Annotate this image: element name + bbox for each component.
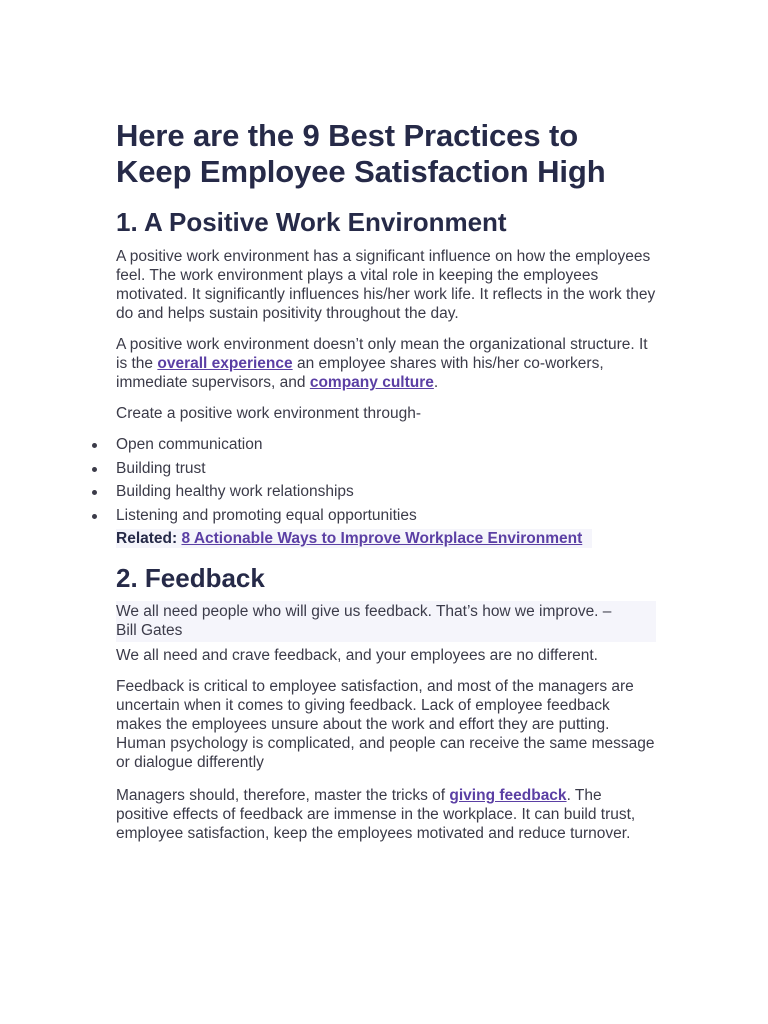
paragraph-work-environment-meaning — [116, 335, 656, 392]
company-culture-link[interactable]: company culture — [309, 374, 434, 391]
list-item — [116, 482, 656, 501]
list-item — [116, 435, 656, 454]
paragraph-crave-feedback: We all need and crave feedback, and your employees are no different. — [116, 647, 598, 664]
paragraph-text: . The positive effects of feedback are immense in the workplace. It can build trust, employee satisfaction, keep the employees motivated and reduce turnover. — [116, 787, 636, 842]
paragraph-feedback-critical: Feedback is critical to employee satisfaction, and most of the managers are uncertain when it comes to giving feedback. Lack of employee feedback makes the employees unsure about the work and effort they are putting. Human psychology is complicated, and people can receive the same message or dialogue differently — [116, 678, 655, 771]
list-item-text: Open communication — [116, 436, 263, 453]
list-item-text: Building trust — [116, 459, 206, 477]
section-heading-positive-work-environment: 1. A Positive Work Environment — [116, 207, 507, 237]
bullet-icon — [92, 490, 97, 495]
bullet-icon — [92, 467, 97, 472]
paragraph-create-positive-environment: Create a positive work environment through- — [116, 405, 421, 422]
related-article-box — [116, 529, 592, 548]
list-item — [116, 459, 656, 478]
list-item-text: Listening and promoting equal opportunities — [116, 506, 417, 524]
paragraph-text: A positive work environment doesn’t only mean the organizational structure. It is the — [116, 336, 648, 372]
paragraph-text: an employee shares with his/her co-workers, immediate supervisors, and — [116, 355, 604, 391]
section-heading-feedback: 2. Feedback — [116, 563, 265, 593]
list-item-text: Building healthy work relationships — [116, 483, 354, 500]
overall-experience-link[interactable]: overall experience — [157, 355, 293, 372]
bullet-icon — [92, 514, 97, 519]
blockquote: We all need people who will give us feedback. That’s how we improve. – Bill Gates — [116, 601, 656, 642]
page-title: Here are the 9 Best Practices to Keep Employee Satisfaction High — [116, 118, 606, 189]
article — [116, 118, 656, 855]
bullet-icon — [92, 443, 97, 448]
paragraph-text: . — [433, 374, 439, 391]
bullet-list — [116, 435, 656, 525]
related-article-link[interactable]: 8 Actionable Ways to Improve Workplace Environment — [181, 530, 583, 547]
giving-feedback-link[interactable]: giving feedback — [449, 787, 567, 804]
list-item — [116, 506, 656, 525]
related-label: Related: — [116, 530, 178, 547]
paragraph-giving-feedback — [116, 786, 656, 843]
paragraph-text: Managers should, therefore, master the tricks of — [116, 787, 450, 804]
paragraph-work-environment-influence: A positive work environment has a significant influence on how the employees feel. The work environment plays a vital role in keeping the employees motivated. It significantly influences his/her work life. It reflects in the work they do and helps sustain positivity throughout the day. — [116, 248, 656, 322]
